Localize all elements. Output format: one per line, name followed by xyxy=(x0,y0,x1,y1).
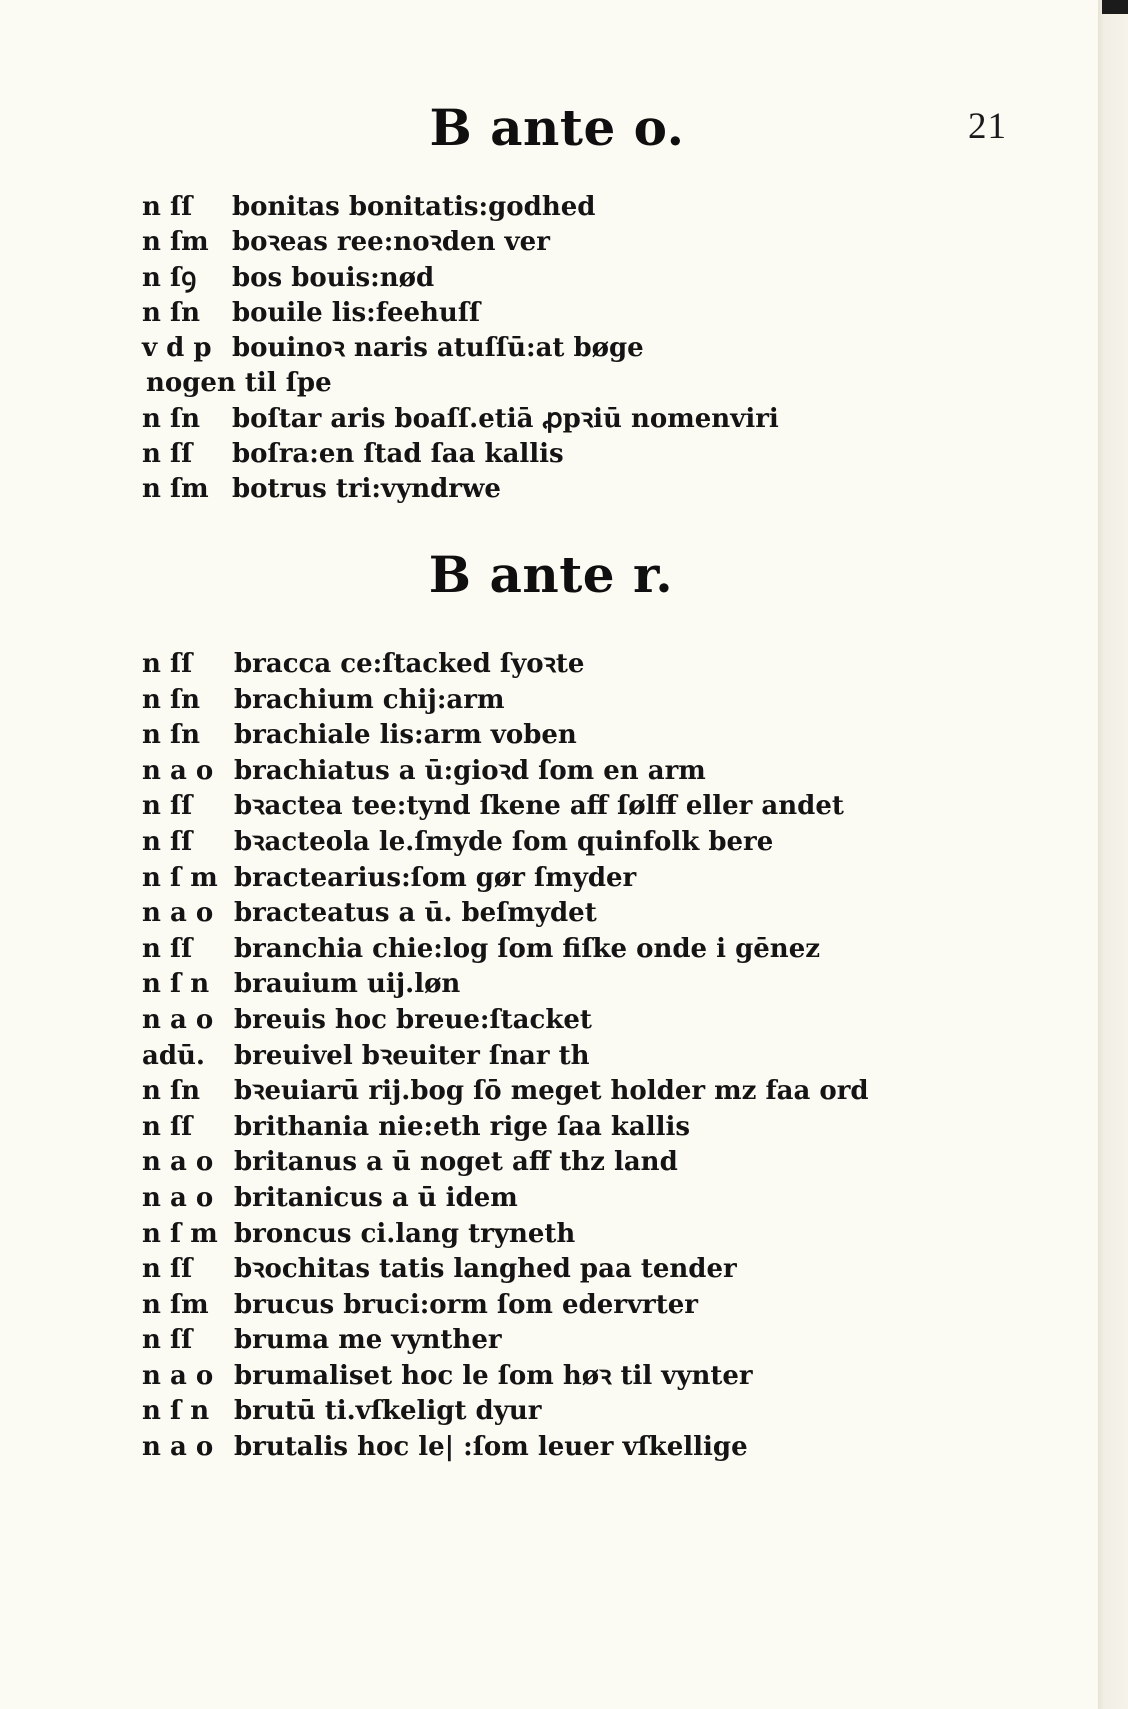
entry-text: bracteatus a ū. beſmydet xyxy=(234,898,597,929)
dictionary-entry xyxy=(142,754,1042,790)
grammar-code: n a o xyxy=(142,1432,214,1463)
dictionary-entry xyxy=(142,896,1042,932)
dictionary-entry xyxy=(142,718,1042,754)
entry-text: breuis hoc breue:ſtacket xyxy=(234,1004,592,1035)
entry-text: brutalis hoc le| :ſom leuer vſkellige xyxy=(234,1432,748,1463)
grammar-code: n ſſ xyxy=(142,1111,193,1142)
dictionary-entry xyxy=(142,472,1042,507)
entry-text: bꝛeuiarū rij.bog ſō meget holder mz faa ord xyxy=(234,1076,869,1107)
entry-text: breuivel bꝛeuiter ſnar th xyxy=(234,1040,590,1071)
dictionary-entry xyxy=(142,437,1042,472)
dictionary-entry xyxy=(142,932,1042,968)
grammar-code: n ſ m xyxy=(142,1218,218,1249)
grammar-code: n ſſ xyxy=(142,933,193,964)
entry-text: bꝛochitas tatis langhed paa tender xyxy=(234,1254,737,1285)
dictionary-entry xyxy=(142,331,1042,366)
grammar-code: n a o xyxy=(142,1182,214,1213)
dictionary-entry xyxy=(142,1359,1042,1395)
entry-text: bꝛactea tee:tynd ſkene aff ſølff eller andet xyxy=(234,791,844,822)
entry-text: bouinoꝛ naris atuſſū:at bøge xyxy=(232,333,644,364)
entry-text: bouile lis:feehuſſ xyxy=(232,297,481,328)
scan-corner-mark xyxy=(1102,0,1128,14)
entry-text: brutū ti.vſkeligt dyur xyxy=(234,1396,542,1427)
grammar-code: n ſm xyxy=(142,1289,209,1320)
grammar-code: n ſn xyxy=(142,297,201,328)
grammar-code: n ſſ xyxy=(142,649,193,679)
dictionary-entry xyxy=(142,402,1042,437)
grammar-code: n a o xyxy=(142,898,214,929)
dictionary-entry xyxy=(142,1288,1042,1324)
grammar-code: n ſn xyxy=(142,684,201,715)
grammar-code: n a o xyxy=(142,1360,214,1391)
grammar-code: n ſn xyxy=(142,403,201,434)
dictionary-entry xyxy=(142,296,1042,331)
entry-text: nogen til ſpe xyxy=(146,368,332,399)
entry-continuation xyxy=(142,366,1042,401)
entry-text: bruma me vynther xyxy=(234,1325,502,1356)
grammar-code: n ſ m xyxy=(142,862,218,893)
grammar-code: n ſn xyxy=(142,720,201,751)
entry-text: boſra:en ſtad ſaa kallis xyxy=(232,439,564,470)
grammar-code: n ſſ xyxy=(142,1254,193,1285)
dictionary-entry xyxy=(142,683,1042,719)
dictionary-entry xyxy=(142,1003,1042,1039)
grammar-code: n ſſ xyxy=(142,791,193,822)
grammar-code: n ſſ xyxy=(142,1325,193,1356)
entry-text: bos bouis:nød xyxy=(232,262,435,293)
entry-text: broncus ci.lang tryneth xyxy=(234,1218,576,1249)
grammar-code: n ſſ xyxy=(142,826,193,857)
entry-text: bractearius:ſom gør ſmyder xyxy=(234,862,637,893)
grammar-code: n a o xyxy=(142,1147,214,1178)
entry-text: bonitas bonitatis:godhed xyxy=(232,192,596,222)
entry-text: brauium uij.løn xyxy=(234,969,461,1000)
dictionary-entry xyxy=(142,225,1042,260)
entry-text: brachiatus a ū:gioꝛd ſom en arm xyxy=(234,755,706,786)
grammar-code: n ſm xyxy=(142,227,209,258)
dictionary-entry xyxy=(142,1252,1042,1288)
entry-text: boſtar aris boaſſ.etiā ꝓpꝛiū nomenviri xyxy=(232,403,779,434)
dictionary-entry xyxy=(142,647,1042,683)
grammar-code: v d p xyxy=(142,333,212,364)
grammar-code: n ſꝯ xyxy=(142,262,197,293)
grammar-code: n ſ n xyxy=(142,969,210,1000)
dictionary-entry xyxy=(142,190,1042,225)
entry-text: branchia chie:log ſom fiſke onde i gēnez xyxy=(234,933,821,964)
page-number: 21 xyxy=(968,106,1007,147)
grammar-code: n ſ n xyxy=(142,1396,210,1427)
dictionary-entry xyxy=(142,1430,1042,1466)
grammar-code: n a o xyxy=(142,755,214,786)
entry-text: bracca ce:ſtacked ſyoꝛte xyxy=(234,649,585,679)
entry-text: botrus tri:vyndrwe xyxy=(232,474,501,505)
entry-text: britanicus a ū idem xyxy=(234,1182,518,1213)
page-edge xyxy=(1098,0,1128,1709)
dictionary-entry xyxy=(142,789,1042,825)
dictionary-entry xyxy=(142,1039,1042,1075)
dictionary-entry xyxy=(142,1323,1042,1359)
entry-text: brumaliset hoc le ſom høꝛ til vynter xyxy=(234,1360,753,1391)
entry-list xyxy=(142,190,1042,508)
dictionary-entry xyxy=(142,825,1042,861)
entry-text: brachium chij:arm xyxy=(234,684,505,715)
grammar-code: n ſſ xyxy=(142,439,193,470)
entry-text: bꝛacteola le.ſmyde ſom quinfolk bere xyxy=(234,826,774,857)
dictionary-entry xyxy=(142,1074,1042,1110)
dictionary-entry xyxy=(142,1110,1042,1146)
grammar-code: n ſn xyxy=(142,1076,201,1107)
dictionary-entry xyxy=(142,1217,1042,1253)
dictionary-entry xyxy=(142,261,1042,296)
dictionary-entry xyxy=(142,1394,1042,1430)
section-heading: B ante o. xyxy=(429,98,685,157)
dictionary-entry xyxy=(142,1181,1042,1217)
entry-text: britanus a ū noget aff thz land xyxy=(234,1147,678,1178)
grammar-code: adū. xyxy=(142,1040,205,1071)
entry-text: boꝛeas ree:noꝛden ver xyxy=(232,227,550,258)
dictionary-entry xyxy=(142,1145,1042,1181)
entry-text: brucus bruci:orm ſom edervrter xyxy=(234,1289,699,1320)
grammar-code: n a o xyxy=(142,1004,214,1035)
entry-text: brithania nie:eth rige ſaa kallis xyxy=(234,1111,691,1142)
grammar-code: n ſſ xyxy=(142,192,193,222)
dictionary-entry xyxy=(142,861,1042,897)
entry-text: brachiale lis:arm voben xyxy=(234,720,577,751)
dictionary-entry xyxy=(142,967,1042,1003)
section-heading: B ante r. xyxy=(428,545,674,604)
grammar-code: n ſm xyxy=(142,474,209,505)
entry-list xyxy=(142,647,1042,1466)
